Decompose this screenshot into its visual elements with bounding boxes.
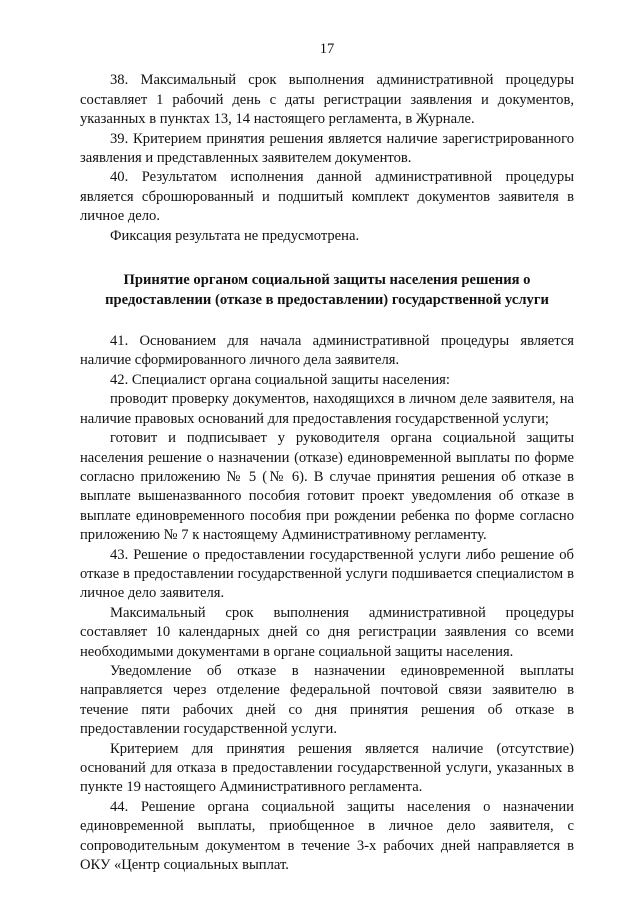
paragraph-38: 38. Максимальный срок выполнения административной процедуры составляет 1 рабочий день с даты регистрации заявления и документов, указанных в пунктах 13, 14 настоящего регламента, в Журнале. bbox=[80, 72, 574, 128]
paragraph-43: 43. Решение о предоставлении государственной услуги либо решение об отказе в предоставлении государственной услуги подшивается специалистом в личное дело заявителя. bbox=[80, 546, 574, 602]
paragraph-39: 39. Критерием принятия решения является наличие зарегистрированного заявления и представленных заявителем документов. bbox=[80, 130, 574, 167]
section-heading: Принятие органом социальной защиты населения решения о предоставлении (отказе в предоставлении) государственной услуги bbox=[105, 272, 549, 309]
page-number: 17 bbox=[319, 41, 335, 57]
paragraph-42-prepare: готовит и подписывает у руководителя органа социальной защиты населения решение о назначении (отказе) единовременной выплаты по форме согласно приложению № 5 (№ 6). В случае принятия решения об отказе в выплате вышеназванного пособия готовит проект уведомления об отказе в выплате единовременного пособия при рождении ребенка по форме согласно приложению № 7 к настоящему Административному регламенту. bbox=[80, 430, 574, 544]
paragraph-max-term: Максимальный срок выполнения административной процедуры составляет 10 календарных дней со дня регистрации заявления со всеми необходимыми документами в органе социальной защиты населения. bbox=[80, 604, 574, 660]
paragraph-42: 42. Специалист органа социальной защиты населения: bbox=[110, 371, 450, 388]
paragraph-criterion: Критерием для принятия решения является наличие (отсутствие) оснований для отказа в предоставлении государственной услуги, указанных в пункте 19 настоящего Административного регламента. bbox=[80, 740, 574, 796]
paragraph-42-check: проводит проверку документов, находящихся в личном деле заявителя, на наличие правовых оснований для предоставления государственной услуги; bbox=[80, 391, 574, 427]
paragraph-notification: Уведомление об отказе в назначении единовременной выплаты направляется через отделение федеральной почтовой связи заявителю в течение пяти рабочих дней со дня принятия решения об отказе в предоставлении государственной услуги. bbox=[80, 662, 574, 738]
paragraph-fixation: Фиксация результата не предусмотрена. bbox=[110, 227, 360, 244]
paragraph-41: 41. Основанием для начала административной процедуры является наличие сформированного личного дела заявителя. bbox=[80, 333, 574, 369]
paragraph-44: 44. Решение органа социальной защиты населения о назначении единовременной выплаты, приобщенное в личное дело заявителя, с сопроводительным документом в течение 3-х рабочих дней направляется в ОКУ «Центр социальных выплат. bbox=[80, 798, 574, 874]
paragraph-40: 40. Результатом исполнения данной административной процедуры является сброшюрованный и подшитый комплект документов заявителя в личное дело. bbox=[80, 169, 574, 225]
